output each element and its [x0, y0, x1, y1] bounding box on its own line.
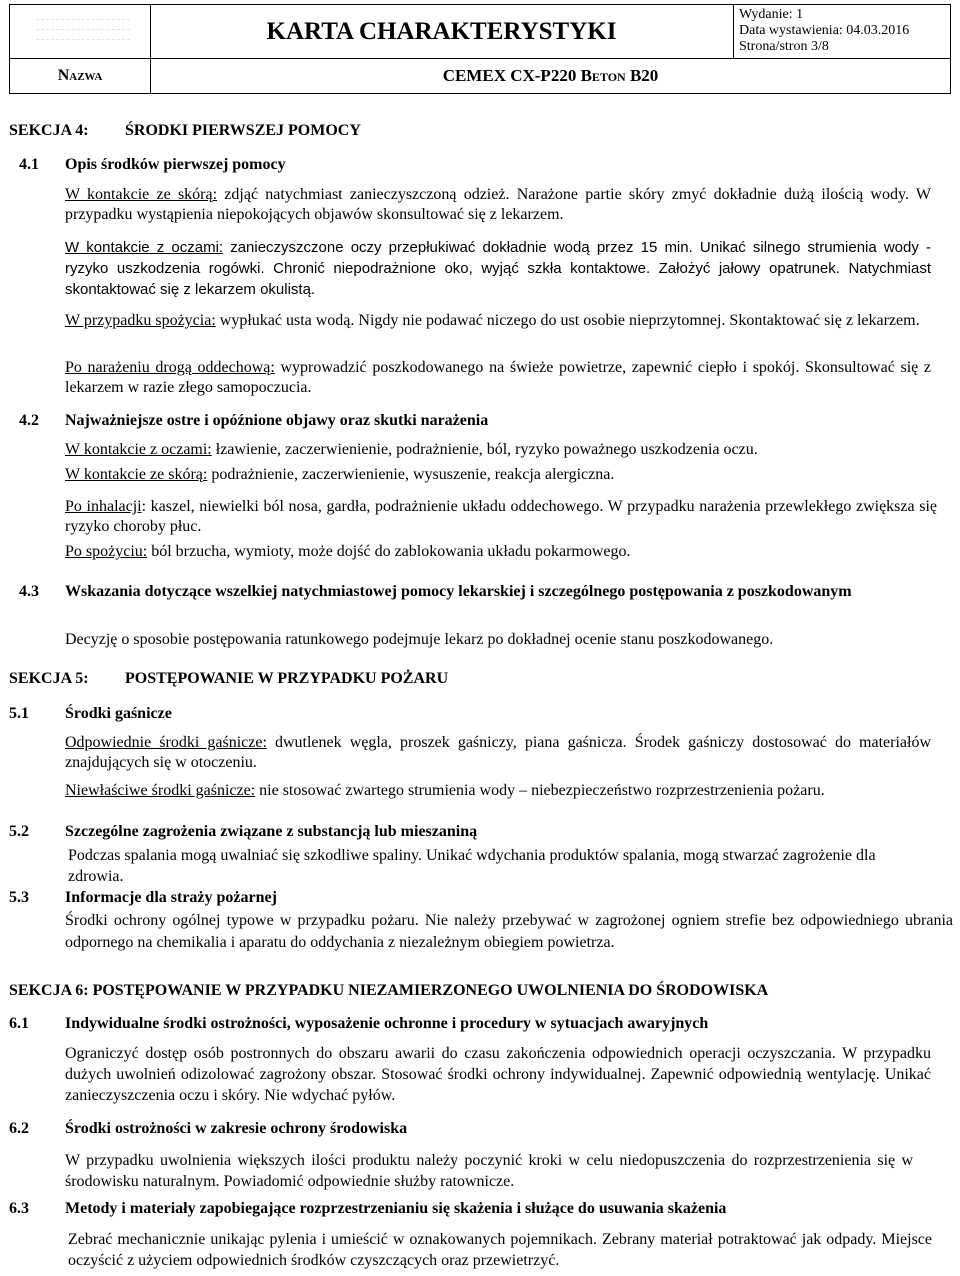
section-5-title: POSTĘPOWANIE W PRZYPADKU POŻARU	[125, 670, 449, 687]
symptoms-ingestion-label: Po spożyciu:	[65, 543, 148, 560]
skin-text: zdjąć natychmiast zanieczyszczoną odzież. Narażone partie skóry zmyć dokładnie dużą ilością wody. W przypadku wystąpienia niepokojących objawów skonsultować się z lekarzem.	[65, 186, 932, 223]
subsection-4-3-text: Decyzję o sposobie postępowania ratunkowego podejmuje lekarz po dokładnej ocenie stanu poszkodowanego.	[65, 631, 774, 648]
subsection-5-2-title: Szczególne zagrożenia związane z substancją lub mieszaniną	[65, 823, 478, 840]
unsuitable-media	[65, 781, 931, 801]
subsection-5-1-title: Środki gaśnicze	[65, 705, 172, 722]
subsection-4-2-number: 4.2	[19, 412, 39, 429]
unsuitable-media-text: nie stosować zwartego strumienia wody – niebezpieczeństwo rozprzestrzenienia pożaru.	[255, 782, 825, 799]
section-6-title: SEKCJA 6: POSTĘPOWANIE W PRZYPADKU NIEZAMIERZONEGO UWOLNIENIA DO ŚRODOWISKA	[9, 982, 769, 999]
company-logo	[10, 5, 151, 58]
symptoms-inhalation-text: : kaszel, niewielki ból nosa, gardła, podrażnienie układu oddechowego. W przypadku narażenia przewlekłego zwiększa się ryzyko choroby płuc.	[65, 498, 937, 535]
symptoms-skin-text: podrażnienie, zaczerwienienie, wysuszenie, reakcja alergiczna.	[207, 466, 615, 483]
suitable-media-label: Odpowiednie środki gaśnicze:	[65, 734, 267, 751]
symptoms-ingestion	[65, 542, 931, 562]
ingestion-label: W przypadku spożycia:	[65, 312, 216, 329]
symptoms-ingestion-text: ból brzucha, wymioty, może dojść do zablokowania układu pokarmowego.	[147, 543, 631, 560]
symptoms-eyes-text: łzawienie, zaczerwienienie, podrażnienie, ból, ryzyko poważnego uszkodzenia oczu.	[211, 441, 758, 458]
subsection-6-3-text: Zebrać mechanicznie unikając pylenia i umieścić w oznakowanych pojemnikach. Zebrany materiał potraktować jak odpady. Miejsce oczyścić z użyciem odpowiednich środków czyszczących oraz przewietrzyć.	[68, 1231, 932, 1269]
subsection-4-2-title: Najważniejsze ostre i opóźnione objawy oraz skutki narażenia	[65, 412, 489, 429]
ingestion-text: wypłukać usta wodą. Nigdy nie podawać niczego do ust osobie nieprzytomnej. Skontaktować się z lekarzem.	[215, 312, 920, 329]
subsection-6-2-text: W przypadku uwolnienia większych ilości produktu należy poczynić kroki w celu niedopuszczenia do rozprzestrzenienia się w środowisku naturalnym. Powiadomić odpowiednie służby ratownicze.	[65, 1152, 913, 1190]
subsection-6-1-number: 6.1	[9, 1015, 29, 1032]
subsection-5-3-number: 5.3	[9, 889, 29, 906]
subsection-6-1-text: Ograniczyć dostęp osób postronnych do obszaru awarii do czasu zakończenia odpowiednich operacji oczyszczania. W przypadku dużych uwolnień odizolować zagrożony obszar. Stosować środki ochrony indywidualnej. Zapewnić odpowiednią wentylację. Unikać zanieczyszczenia oczu i skóry. Nie wdychać pyłów.	[65, 1045, 931, 1104]
symptoms-eyes	[65, 440, 931, 460]
suitable-media-text: dwutlenek węgla, proszek gaśniczy, piana gaśnicza. Środek gaśniczy dostosować do materiałów znajdujących się w otoczeniu.	[65, 734, 931, 771]
symptoms-skin	[65, 465, 931, 485]
first-aid-ingestion	[65, 311, 931, 331]
subsection-4-1-title: Opis środków pierwszej pomocy	[65, 156, 286, 173]
subsection-4-1-number: 4.1	[19, 156, 39, 173]
subsection-6-3-number: 6.3	[9, 1200, 29, 1217]
first-aid-skin	[65, 185, 931, 225]
suitable-media	[65, 733, 931, 773]
subsection-6-1-title: Indywidualne środki ostrożności, wyposażenie ochronne i procedury w sytuacjach awaryjnych	[65, 1015, 709, 1032]
inhalation-label: Po narażeniu drogą oddechową:	[65, 359, 275, 376]
subsection-6-3-title: Metody i materiały zapobiegające rozprzestrzenianiu się skażenia i służące do usuwania skażenia	[65, 1200, 727, 1217]
section-4-number: SEKCJA 4:	[9, 122, 89, 139]
issue-date: Data wystawienia: 04.03.2016	[739, 23, 910, 38]
eyes-text: zanieczyszczone oczy przepłukiwać dokładnie wodą przez 15 min. Unikać silnego strumienia wody - ryzyko uszkodzenia rogówki. Chronić niepodrażnione oko, wyjąć szkła kontaktowe. Założyć jałowy opatrunek. Natychmiast skontaktować się z lekarzem okulistą.	[65, 239, 931, 298]
section-4-title: ŚRODKI PIERWSZEJ POMOCY	[125, 122, 361, 139]
first-aid-eyes	[65, 237, 931, 300]
subsection-5-3-title: Informacje dla straży pożarnej	[65, 889, 277, 906]
subsection-5-3-text: Środki ochrony ogólnej typowe w przypadku pożaru. Nie należy przebywać w zagrożonej ogniem strefie bez odpowiedniego ubrania odpornego na chemikalia i aparatu do oddychania z niezależnym obiegiem powietrza.	[65, 912, 953, 951]
page-number: Strona/stron 3/8	[739, 39, 829, 54]
subsection-4-3-title: Wskazania dotyczące wszelkiej natychmiastowej pomocy lekarskiej i szczególnego postępowania z poszkodowanym	[65, 583, 852, 600]
subsection-6-2-title: Środki ostrożności w zakresie ochrony środowiska	[65, 1120, 408, 1137]
document-title: KARTA CHARAKTERYSTYKI	[150, 5, 734, 58]
subsection-6-2-number: 6.2	[9, 1120, 29, 1137]
symptoms-inhalation	[65, 497, 937, 537]
subsection-4-3-number: 4.3	[19, 583, 39, 600]
unsuitable-media-label: Niewłaściwe środki gaśnicze:	[65, 782, 256, 799]
document-meta	[733, 7, 954, 55]
symptoms-inhalation-label: Po inhalacji	[65, 498, 142, 515]
name-label: Nazwa	[57, 66, 103, 84]
skin-label: W kontakcie ze skórą:	[65, 186, 218, 203]
first-aid-inhalation	[65, 358, 931, 398]
section-5-number: SEKCJA 5:	[9, 670, 89, 687]
header-table	[9, 4, 951, 94]
subsection-5-2-text: Podczas spalania mogą uwalniać się szkodliwe spaliny. Unikać wdychania produktów spalania, mogą stwarzać zagrożenie dla zdrowia.	[68, 847, 876, 885]
eyes-label: W kontakcie z oczami:	[65, 239, 224, 256]
symptoms-eyes-label: W kontakcie z oczami:	[65, 441, 212, 458]
product-name: CEMEX CX-P220 Beton B20	[442, 65, 659, 85]
inhalation-text: wyprowadzić poszkodowanego na świeże powietrze, zapewnić ciepło i spokój. Skonsultować się z lekarzem w razie złego samopoczucia.	[65, 359, 932, 396]
edition: Wydanie: 1	[739, 7, 804, 22]
logo-placeholder	[36, 19, 130, 45]
symptoms-skin-label: W kontakcie ze skórą:	[65, 466, 208, 483]
subsection-5-2-number: 5.2	[9, 823, 29, 840]
subsection-5-1-number: 5.1	[9, 705, 29, 722]
